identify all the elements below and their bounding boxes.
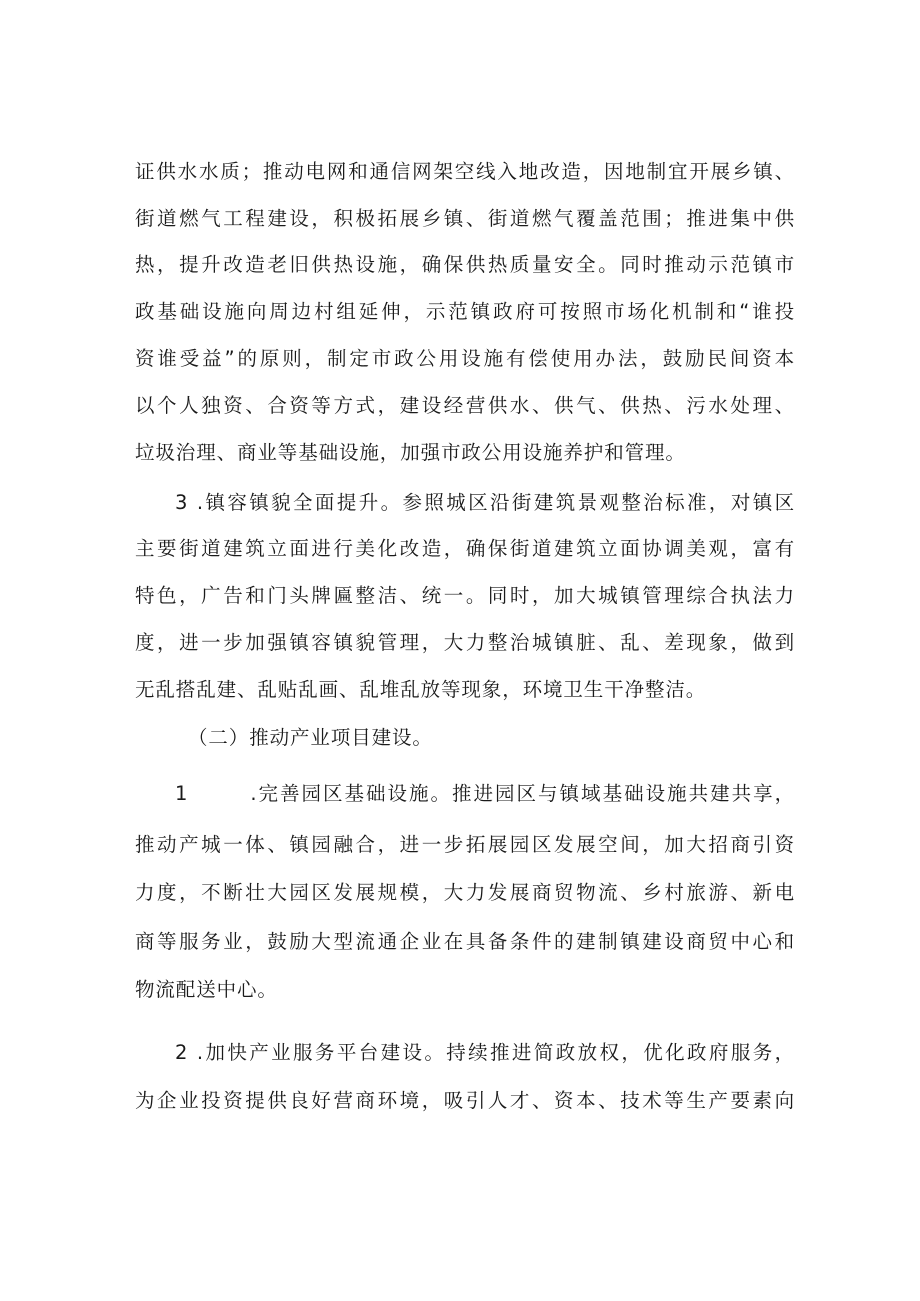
text-line: 街道燃气工程建设，积极拓展乡镇、街道燃气覆盖范围；推进集中供 — [135, 207, 795, 230]
text-line: 证供水水质；推动电网和通信网架空线入地改造，因地制宜开展乡镇、 — [135, 160, 795, 183]
section-item-1-heading — [175, 780, 795, 808]
text-line: 资谁受益”的原则，制定市政公用设施有偿使用办法，鼓励民间资本 — [135, 347, 795, 370]
text-line: 垃圾治理、商业等基础设施，加强市政公用设施养护和管理。 — [135, 441, 686, 464]
section-item-3-heading: 3 .镇容镇貌全面提升。参照城区沿街建筑景观整治标准，对镇区 — [175, 491, 795, 514]
text-line: 特色，广告和门头牌匾整洁、统一。同时，加大城镇管理综合执法力 — [135, 584, 795, 607]
text-line: 热，提升改造老旧供热设施，确保供热质量安全。同时推动示范镇市 — [135, 253, 795, 276]
item-number: 1 — [175, 782, 189, 805]
text-line: 主要街道建筑立面进行美化改造，确保街道建筑立面协调美观，富有 — [135, 537, 795, 560]
section-item-2-heading: 2 .加快产业服务平台建设。持续推进简政放权，优化政府服务， — [175, 1041, 795, 1064]
text-line: 为企业投资提供良好营商环境，吸引人才、资本、技术等生产要素向 — [135, 1089, 795, 1112]
text-line: 无乱搭乱建、乱贴乱画、乱堆乱放等现象，环境卫生干净整洁。 — [135, 678, 707, 701]
text-line: 力度，不断壮大园区发展规模，大力发展商贸物流、乡村旅游、新电 — [135, 881, 795, 904]
text-line: 政基础设施向周边村组延伸，示范镇政府可按照市场化机制和“谁投 — [135, 300, 795, 323]
text-line: 度，进一步加强镇容镇貌管理，大力整治城镇脏、乱、差现象，做到 — [135, 631, 795, 654]
section-heading: （二）推动产业项目建设。 — [188, 726, 433, 749]
item-text: .完善园区基础设施。推进园区与镇域基础设施共建共享， — [250, 782, 795, 805]
text-line: 商等服务业，鼓励大型流通企业在具备条件的建制镇建设商贸中心和 — [135, 930, 795, 953]
text-line: 以个人独资、合资等方式，建设经营供水、供气、供热、污水处理、 — [135, 394, 795, 417]
text-line: 物流配送中心。 — [135, 978, 278, 1001]
text-line: 推动产城一体、镇园融合，进一步拓展园区发展空间，加大招商引资 — [135, 833, 795, 856]
